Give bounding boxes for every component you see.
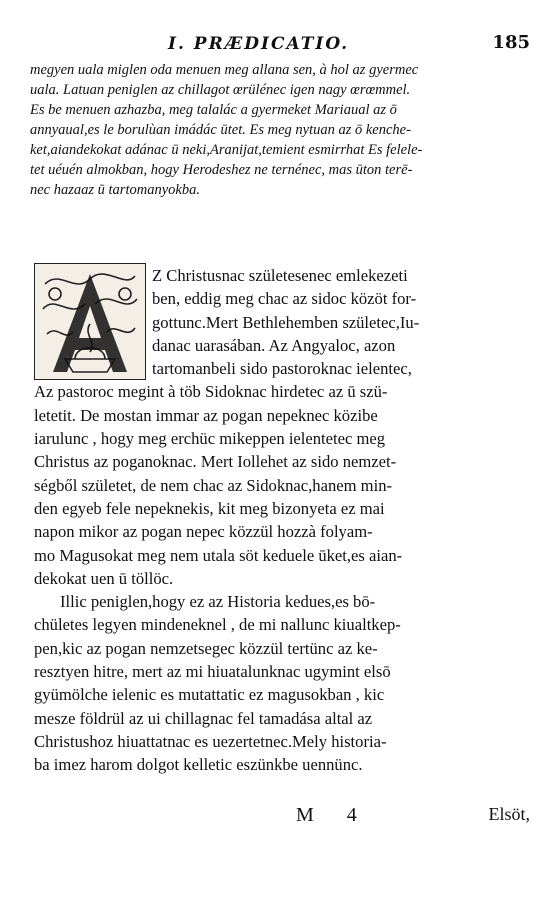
text-line: Az pastoroc megint à töb Sidoknac hirdetec az ū szü- xyxy=(34,382,388,402)
text-line: chületes legyen mindeneknel , de mi nallunc kiualtkep- xyxy=(34,615,401,635)
italic-line: megyen uala miglen oda menuen meg allana sen, à hol az gyermec xyxy=(30,62,419,78)
text-line: resztyen hitre, mert az mi hiuatalunknac ugymint elsō xyxy=(34,662,391,682)
italic-line: uala. Latuan peniglen az chillagot œrülénec igen nagy œrœmmel. xyxy=(30,82,411,98)
text-line: letetit. De mostan immar az pogan nepeknec közibe xyxy=(34,405,378,425)
italic-line: tet uéuén almokban, hogy Herodeshez ne ternénec, mas ūton terē- xyxy=(30,162,413,178)
italic-line: nec hazaaz ū tartomanyokba. xyxy=(30,182,200,198)
text-line: ségből születet, de nem chac az Sidoknac,hanem min- xyxy=(34,475,393,495)
text-line: den egyeb fele nepeknekis, kit meg bizonyeta ez mai xyxy=(34,498,385,518)
italic-line: annyaual,es le borulùan imádác ūtet. Es meg nytuan az ō kenche- xyxy=(30,122,411,138)
text-line: danac uarasában. Az Angyaloc, azon xyxy=(152,335,396,355)
text-line: mesze földrül az ui chillagnac fel tamadása altal az xyxy=(34,708,373,728)
text-line: iarulunc , hogy meg erchüc mikeppen ielentetec meg xyxy=(34,429,386,449)
text-line: mo Magusokat meg nem utala söt keduele ūket,es aian- xyxy=(34,545,403,565)
text-line: tartomanbeli sido pastoroknac ielentec, xyxy=(152,359,412,379)
catchword: Elsöt, xyxy=(488,804,530,824)
roman-passage xyxy=(34,264,506,777)
italic-line: ket,aiandekokat adánac ū neki,Aranijat,temient esmirrhat Es felele- xyxy=(30,142,423,158)
page-footer xyxy=(0,804,544,834)
text-line: ben, eddig meg chac az sidoc közöt for- xyxy=(152,289,417,309)
text-line: dekokat uen ū töllöc. xyxy=(34,568,174,588)
text-line: Christushoz hiuattatnac es uezertetnec.Mely historia- xyxy=(34,731,387,751)
text-line: gottunc.Mert Bethlehemben születec,Iu- xyxy=(152,312,420,332)
text-line: napon mikor az pogan nepec közzül hozzà folyam- xyxy=(34,522,373,542)
italic-line: Es be menuen azhazba, meg talalác a gyermeket Mariaual az ō xyxy=(30,102,397,118)
text-line: Z Christusnac születesenec emlekezeti xyxy=(152,266,408,285)
italic-passage xyxy=(30,60,540,200)
text-line: ba imez harom dolgot kelletic eszünkbe uennünc. xyxy=(34,755,363,775)
text-line: gyümölche ielenic es mutattatic ez magusokban , kic xyxy=(34,685,385,705)
text-line: pen,kic az pogan nemzetsegec közzül tertünc az ke- xyxy=(34,638,378,658)
page-number: 185 xyxy=(492,32,530,53)
text-line: Illic peniglen,hogy ez az Historia kedues,es bō- xyxy=(60,592,376,612)
page-header xyxy=(0,30,544,60)
signature-mark: M 4 xyxy=(296,804,371,826)
text-line: Christus az poganoknac. Mert Iollehet az sido nemzet- xyxy=(34,452,397,472)
running-title: I. PRÆDICATIO. xyxy=(168,34,350,54)
